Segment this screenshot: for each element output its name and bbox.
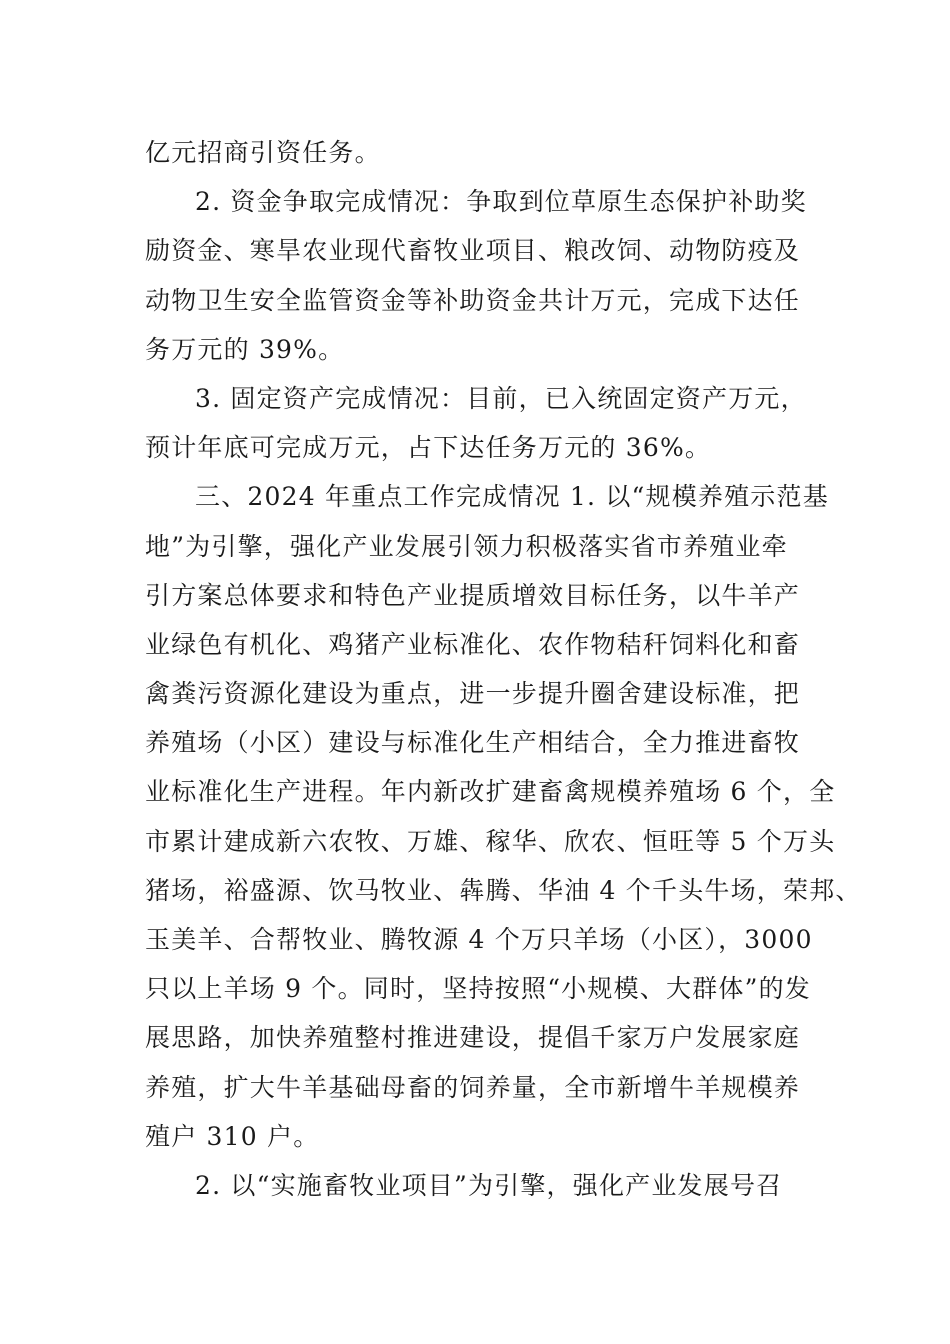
text-line: 猪场，裕盛源、饮马牧业、犇腾、华油 4 个千头牛场，荣邦、 <box>145 875 862 905</box>
paragraph <box>145 472 862 1161</box>
text-line: 养殖场（小区）建设与标准化生产相结合，全力推进畜牧 <box>145 728 801 758</box>
body-text <box>145 128 862 1210</box>
text-line: 业标准化生产进程。年内新改扩建畜禽规模养殖场 6 个，全 <box>145 777 836 807</box>
text-line: 殖户 310 户。 <box>145 1121 320 1151</box>
paragraph <box>145 128 825 177</box>
paragraph <box>145 374 825 472</box>
text-line: 业绿色有机化、鸡猪产业标准化、农作物秸秆饲料化和畜 <box>145 629 801 659</box>
paragraph <box>145 177 825 374</box>
paragraph <box>145 1161 825 1210</box>
text-line: 预计年底可完成万元，占下达任务万元的 36%。 <box>145 433 712 463</box>
text-line: 2. 资金争取完成情况：争取到位草原生态保护补助奖 <box>195 187 807 217</box>
text-line: 只以上羊场 9 个。同时，坚持按照“小规模、大群体”的发 <box>145 974 811 1004</box>
text-line: 玉美羊、合帮牧业、腾牧源 4 个万只羊场（小区），3000 <box>145 925 813 954</box>
text-line: 展思路，加快养殖整村推进建设，提倡千家万户发展家庭 <box>145 1023 801 1053</box>
text-line: 市累计建成新六农牧、万雄、稼华、欣农、恒旺等 5 个万头 <box>145 826 836 856</box>
text-line: 地”为引擎，强化产业发展引领力积极落实省市养殖业牵 <box>145 531 788 561</box>
text-line: 3. 固定资产完成情况：目前，已入统固定资产万元， <box>195 383 807 413</box>
text-line: 养殖，扩大牛羊基础母畜的饲养量，全市新增牛羊规模养 <box>145 1072 801 1102</box>
text-line: 引方案总体要求和特色产业提质增效目标任务，以牛羊产 <box>145 580 801 610</box>
text-line: 禽粪污资源化建设为重点，进一步提升圈舍建设标准，把 <box>145 679 801 709</box>
text-line: 励资金、寒旱农业现代畜牧业项目、粮改饲、动物防疫及 <box>145 236 801 266</box>
text-line: 三、2024 年重点工作完成情况 1. 以“规模养殖示范基 <box>195 482 829 512</box>
text-line: 2. 以“实施畜牧业项目”为引擎，强化产业发展号召 <box>195 1170 783 1200</box>
text-line: 亿元招商引资任务。 <box>145 138 381 167</box>
text-line: 务万元的 39%。 <box>145 334 345 364</box>
text-line: 动物卫生安全监管资金等补助资金共计万元，完成下达任 <box>145 285 801 315</box>
